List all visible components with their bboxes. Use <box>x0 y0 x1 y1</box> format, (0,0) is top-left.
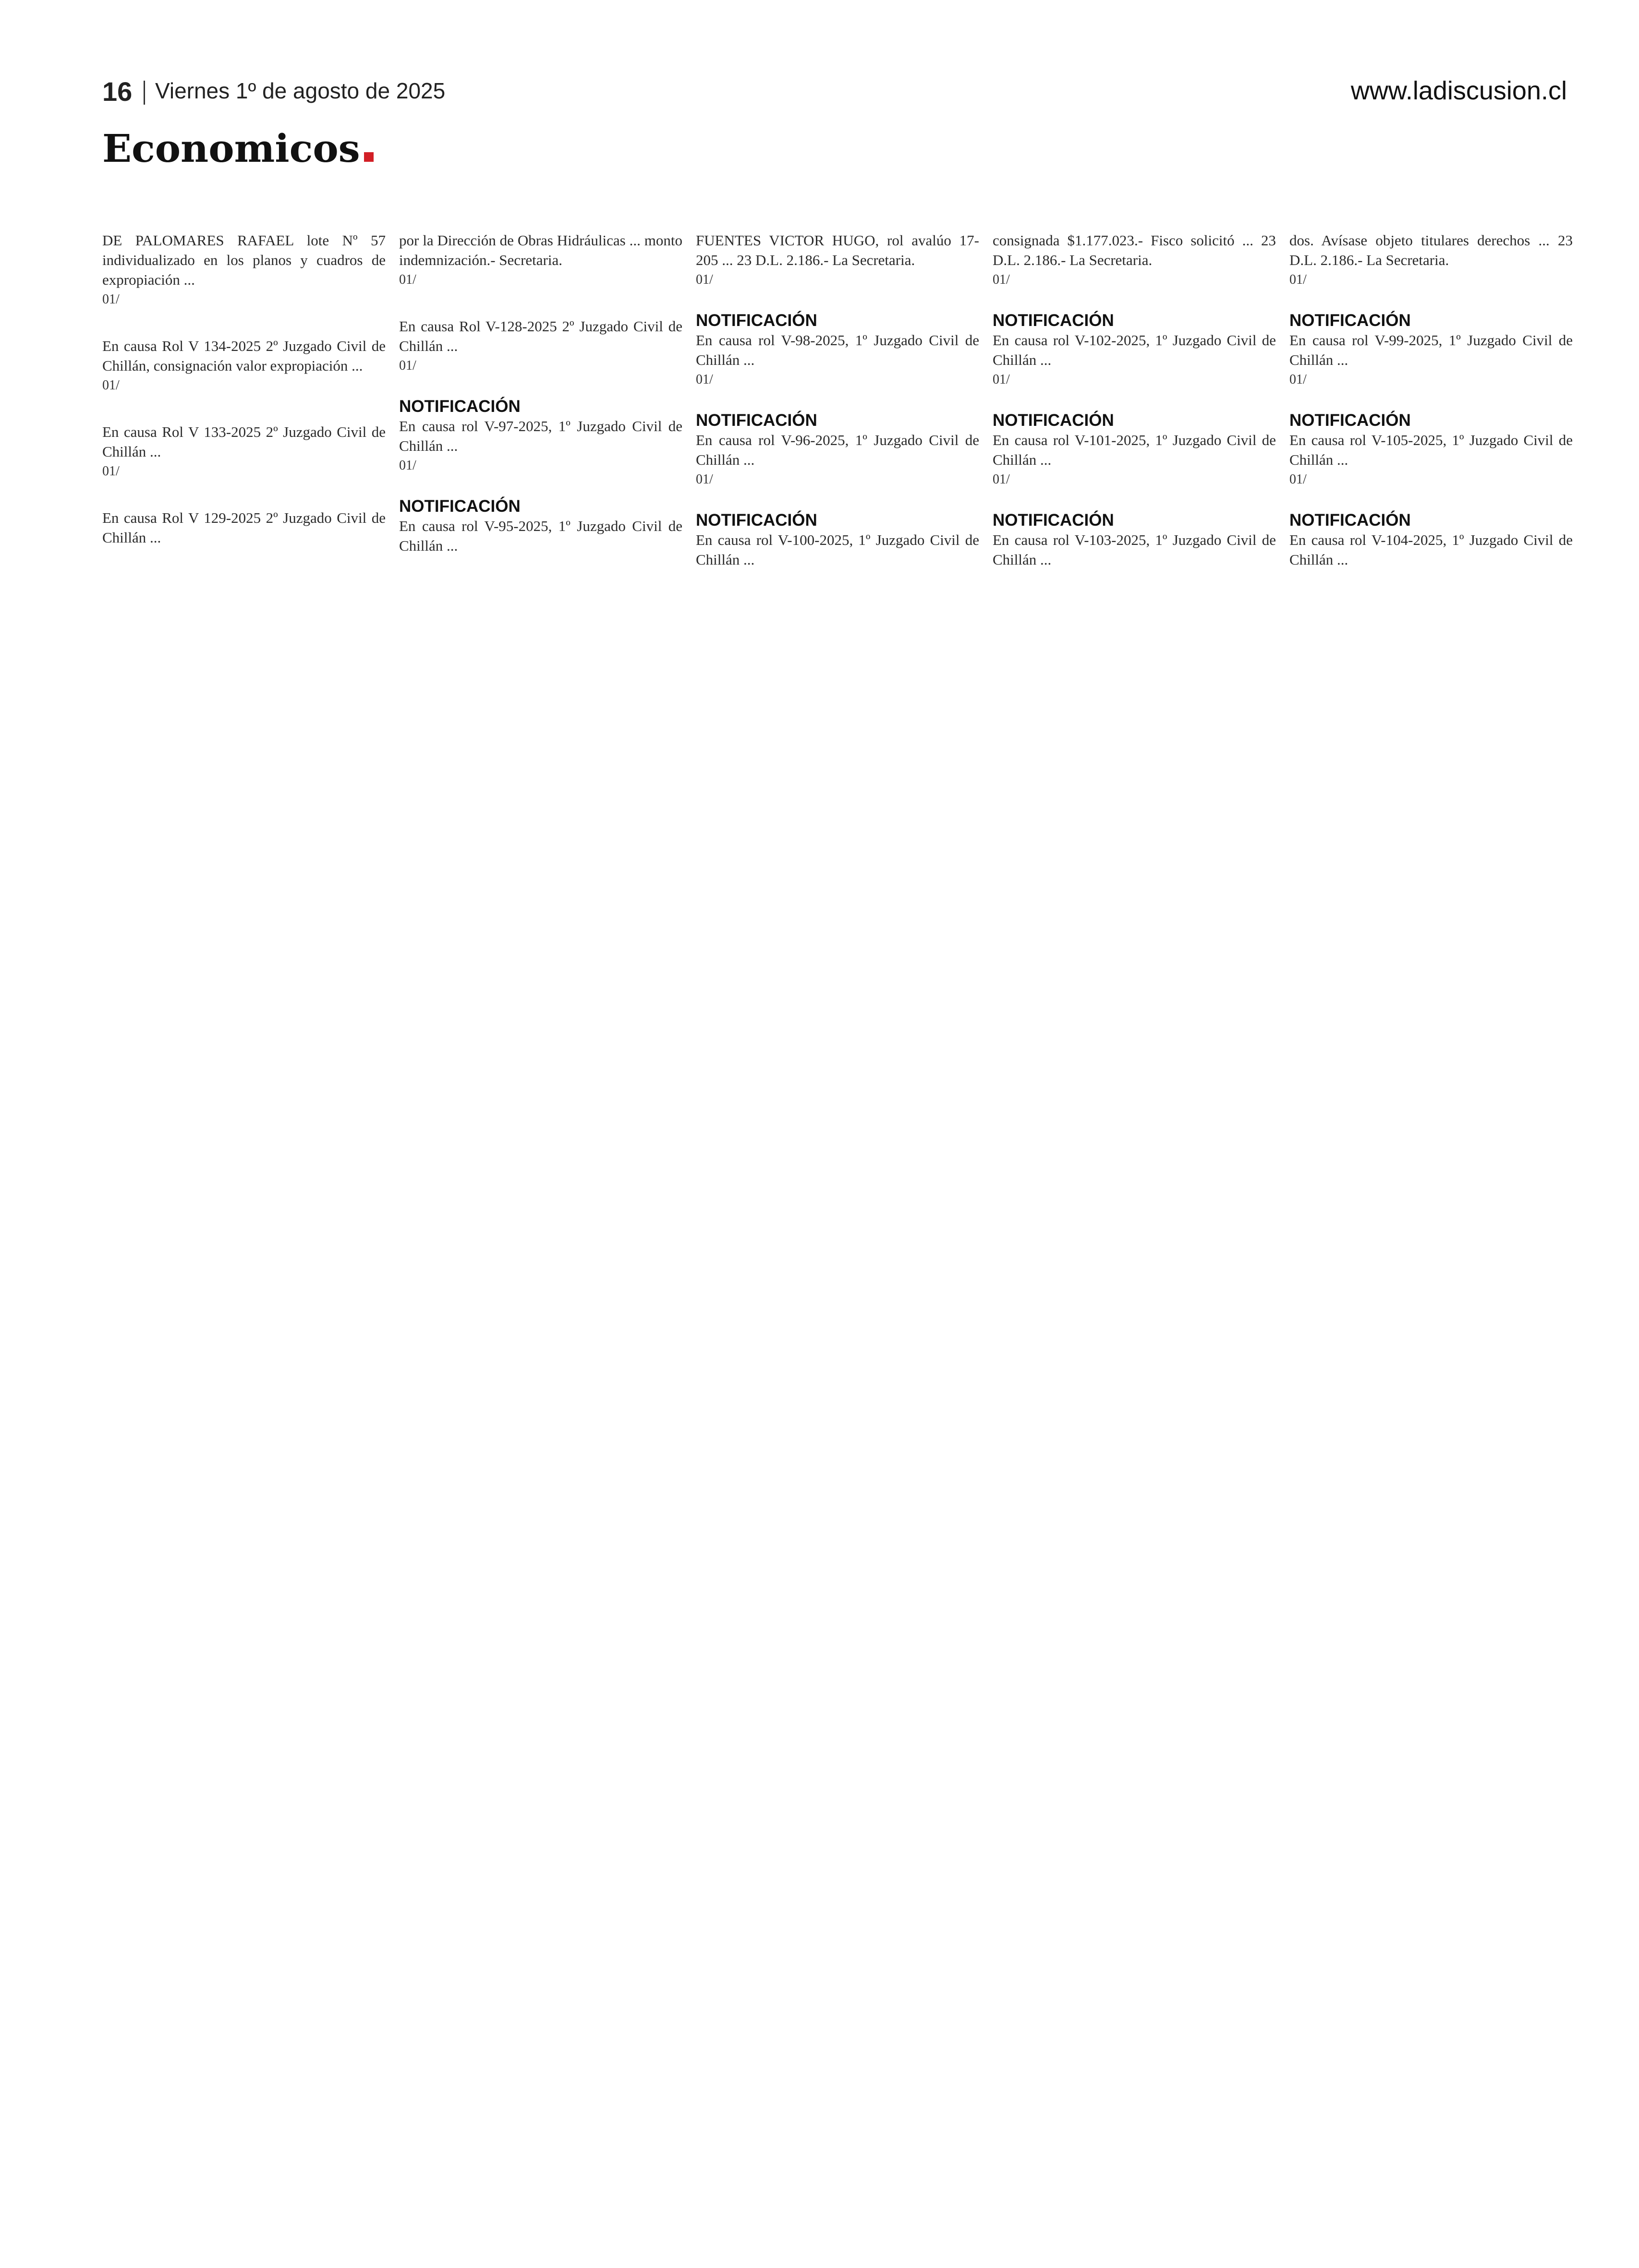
notice-heading: NOTIFICACIÓN <box>993 411 1114 430</box>
notice-text: En causa Rol V 129-2025 2º Juzgado Civil de Chillán ... <box>102 509 386 546</box>
notice-text: En causa Rol V 133-2025 2º Juzgado Civil de Chillán ... <box>102 423 386 460</box>
notice-column-4 <box>993 230 1276 2223</box>
section-heading <box>102 126 374 171</box>
notice-text: En causa rol V-96-2025, 1º Juzgado Civil de Chillán ... <box>696 432 979 468</box>
notice-text: En causa rol V-95-2025, 1º Juzgado Civil de Chillán ... <box>399 518 682 554</box>
page-number: 16 <box>102 76 133 107</box>
notice-text: FUENTES VICTOR HUGO, rol avalúo 17-205 ... 23 D.L. 2.186.- La Secretaria. <box>696 232 979 268</box>
notice-text: En causa rol V-100-2025, 1º Juzgado Civil de Chillán ... <box>696 531 979 568</box>
notice-heading: NOTIFICACIÓN <box>993 511 1114 530</box>
section-title: Economicos <box>102 126 360 171</box>
notice-text: En causa rol V-102-2025, 1º Juzgado Civil de Chillán ... <box>993 332 1276 368</box>
notice-text: En causa Rol V 134-2025 2º Juzgado Civil de Chillán, consignación valor expropiación ... <box>102 338 386 374</box>
notice-tag: 01/ <box>696 472 713 487</box>
notice-heading: NOTIFICACIÓN <box>399 397 521 416</box>
notice-tag: 01/ <box>102 378 120 393</box>
notice-text: En causa rol V-98-2025, 1º Juzgado Civil de Chillán ... <box>696 332 979 368</box>
notice-tag: 01/ <box>1289 372 1307 387</box>
notice-text: En causa rol V-99-2025, 1º Juzgado Civil de Chillán ... <box>1289 332 1573 368</box>
notice-tag: 01/ <box>993 272 1010 287</box>
notice-text: consignada $1.177.023.- Fisco solicitó ... 23 D.L. 2.186.- La Secretaria. <box>993 232 1276 268</box>
notice-tag: 01/ <box>1289 272 1307 287</box>
notice-tag: 01/ <box>102 464 120 479</box>
notice-tag: 01/ <box>399 358 416 373</box>
notice-heading: NOTIFICACIÓN <box>1289 411 1411 430</box>
notice-tag: 01/ <box>993 472 1010 487</box>
header-separator <box>144 81 145 105</box>
notice-text: En causa rol V-105-2025, 1º Juzgado Civil de Chillán ... <box>1289 432 1573 468</box>
notice-text: En causa rol V-104-2025, 1º Juzgado Civil de Chillán ... <box>1289 531 1573 568</box>
notice-tag: 01/ <box>102 292 120 307</box>
page-header <box>102 76 1567 119</box>
notice-column-2 <box>399 230 682 2223</box>
notice-heading: NOTIFICACIÓN <box>696 311 817 330</box>
notice-text: En causa rol V-101-2025, 1º Juzgado Civil de Chillán ... <box>993 432 1276 468</box>
notice-text: En causa rol V-97-2025, 1º Juzgado Civil de Chillán ... <box>399 418 682 454</box>
notice-tag: 01/ <box>696 272 713 287</box>
notice-text: En causa rol V-103-2025, 1º Juzgado Civil de Chillán ... <box>993 531 1276 568</box>
notice-text: DE PALOMARES RAFAEL lote Nº 57 individualizado en los planos y cuadros de expropiación ... <box>102 232 386 288</box>
notice-text: dos. Avísase objeto titulares derechos ... 23 D.L. 2.186.- La Secretaria. <box>1289 232 1573 268</box>
notice-tag: 01/ <box>399 272 416 287</box>
notice-tag: 01/ <box>399 458 416 473</box>
site-url[interactable]: www.ladiscusion.cl <box>1350 76 1567 105</box>
notice-heading: NOTIFICACIÓN <box>993 311 1114 330</box>
notice-tag: 01/ <box>696 372 713 387</box>
notice-heading: NOTIFICACIÓN <box>696 411 817 430</box>
notice-text: por la Dirección de Obras Hidráulicas ... monto indemnización.- Secretaria. <box>399 232 682 268</box>
notice-column-5 <box>1289 230 1573 2223</box>
notice-column-3 <box>696 230 979 2223</box>
notice-heading: NOTIFICACIÓN <box>1289 311 1411 330</box>
notice-text: En causa Rol V-128-2025 2º Juzgado Civil de Chillán ... <box>399 318 682 354</box>
notice-tag: 01/ <box>1289 472 1307 487</box>
notice-column-1 <box>102 230 386 2223</box>
notice-heading: NOTIFICACIÓN <box>399 497 521 516</box>
notice-tag: 01/ <box>993 372 1010 387</box>
notice-heading: NOTIFICACIÓN <box>696 511 817 530</box>
red-square-icon <box>364 152 374 162</box>
issue-date: Viernes 1º de agosto de 2025 <box>155 78 446 103</box>
notice-heading: NOTIFICACIÓN <box>1289 511 1411 530</box>
